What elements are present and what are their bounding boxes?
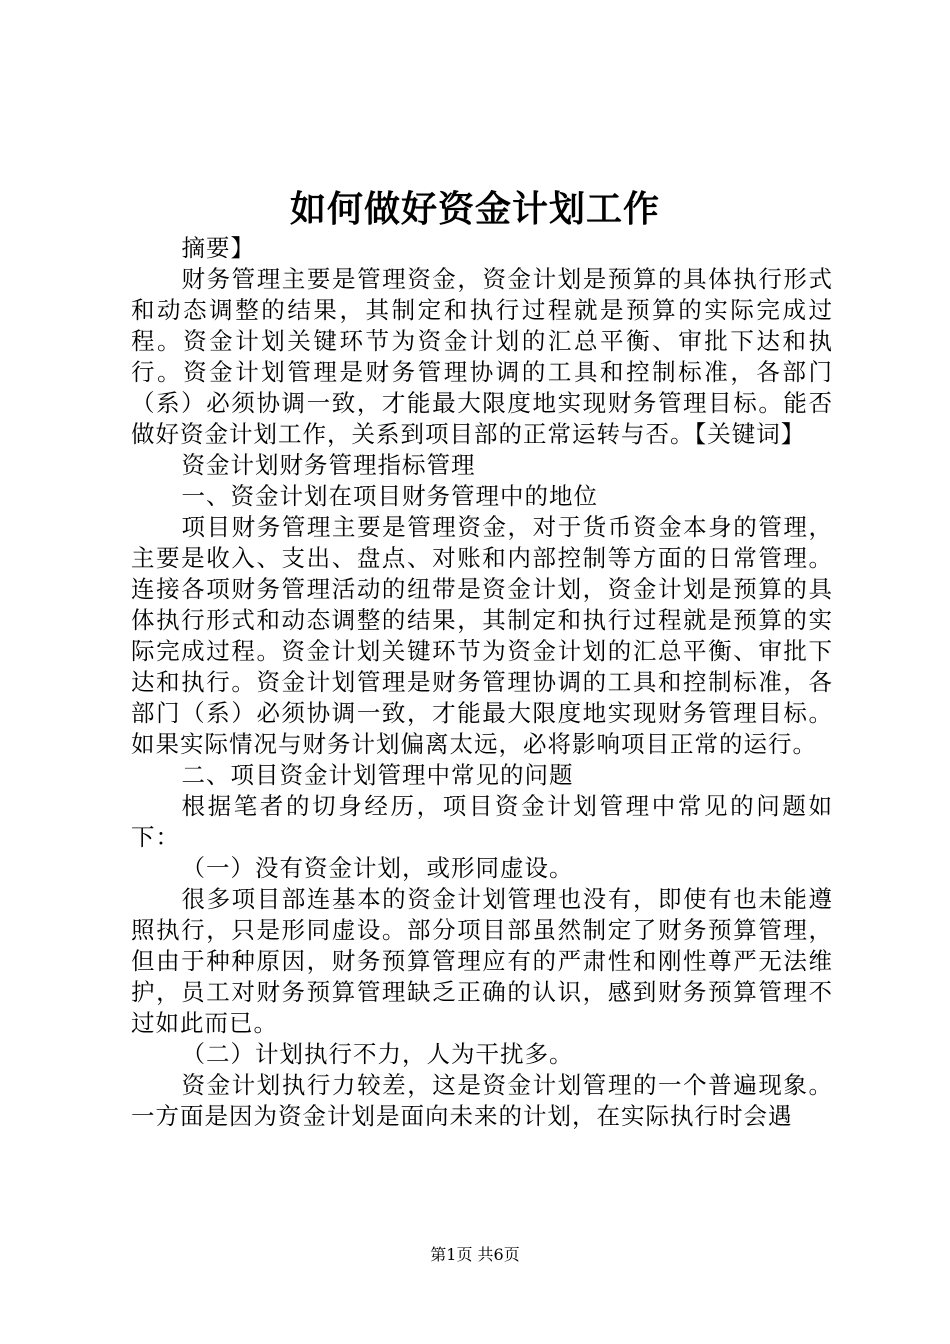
keywords-text: 资金计划财务管理指标管理 [181,451,476,479]
subsection-heading: （二）计划执行不力，人为干扰多。 [181,1040,574,1068]
paragraph: 很多项目部连基本的资金计划管理也没有，即使有也未能遵照执行，只是形同虚设。部分项目部虽然制定了财务预算管理，但由于种种原因，财务预算管理应有的严肃性和刚性尊严无法维护，员工对财务预算管理缺乏正确的认识，感到财务预算管理不过如此而已。 [131,885,833,1037]
document-body [131,233,833,1132]
subsection-heading: （一）没有资金计划，或形同虚设。 [181,854,574,882]
paragraph: 资金计划执行力较差，这是资金计划管理的一个普遍现象。一方面是因为资金计划是面向未来的计划，在实际执行时会遇 [131,1071,833,1130]
section-heading: 一、资金计划在项目财务管理中的地位 [181,482,599,510]
paragraph: 根据笔者的切身经历，项目资金计划管理中常见的问题如下： [131,792,833,851]
page-footer: 第1页 共6页 [430,1245,520,1264]
paragraph: 财务管理主要是管理资金，资金计划是预算的具体执行形式和动态调整的结果，其制定和执行过程就是预算的实际完成过程。资金计划关键环节为资金计划的汇总平衡、审批下达和执行。资金计划管理是财务管理协调的工具和控制标准，各部门（系）必须协调一致，才能最大限度地实现财务管理目标。能否做好资金计划工作，关系到项目部的正常运转与否。【关键词】 [131,265,833,448]
abstract-label: 摘要】 [181,234,256,262]
paragraph: 项目财务管理主要是管理资金，对于货币资金本身的管理，主要是收入、支出、盘点、对账和内部控制等方面的日常管理。连接各项财务管理活动的纽带是资金计划，资金计划是预算的具体执行形式和动态调整的结果，其制定和执行过程就是预算的实际完成过程。资金计划关键环节为资金计划的汇总平衡、审批下达和执行。资金计划管理是财务管理协调的工具和控制标准，各部门（系）必须协调一致，才能最大限度地实现财务管理目标。如果实际情况与财务计划偏离太远，必将影响项目正常的运行。 [131,513,833,758]
document-title: 如何做好资金计划工作 [289,188,660,230]
section-heading: 二、项目资金计划管理中常见的问题 [181,761,574,789]
